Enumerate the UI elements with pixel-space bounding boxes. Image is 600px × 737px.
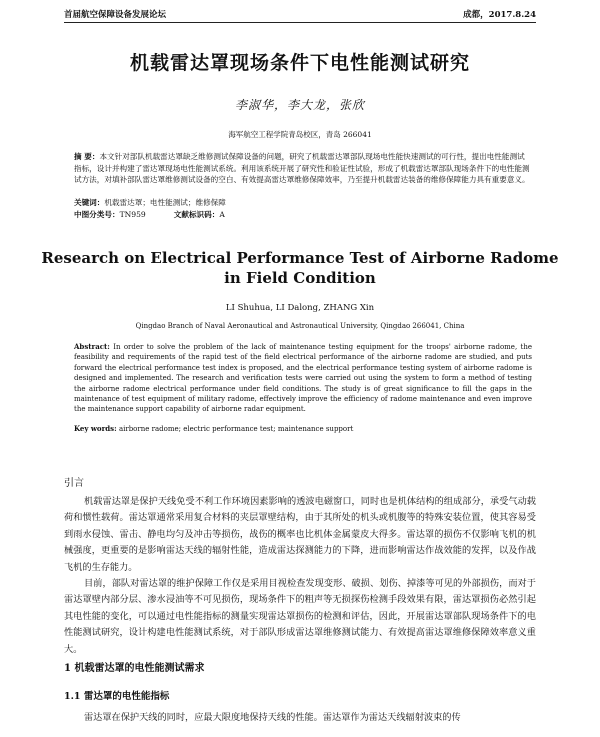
english-keywords-label: Key words: xyxy=(74,424,117,433)
chinese-keywords xyxy=(74,197,532,209)
body-paragraph xyxy=(64,494,536,576)
header-conference: 首届航空保障设备发展论坛 xyxy=(64,10,167,20)
running-header xyxy=(64,6,536,23)
english-affiliation: Qingdao Branch of Naval Aeronautical and Astronautical University, Qingdao 266041, China xyxy=(135,322,465,330)
chinese-title: 机载雷达罩现场条件下电性能测试研究 xyxy=(129,52,470,74)
english-title-line2: in Field Condition xyxy=(224,269,376,287)
english-title xyxy=(0,248,600,288)
chinese-abstract-text: 本文针对部队机载雷达罩缺乏维修测试保障设备的问题，研究了机载雷达罩部队现场电性能快速测试的可行性，提出电性能测试指标，设计并构建了雷达罩现场电性能测试系统。利用该系统开展了研究性和验证性试验，形成了机载雷达罩部队现场条件下的电性能测试方法，对填补部队雷达罩维修测试设备的空白、有效提高雷达罩维修保障效率，乃至提升机载雷达装备的维修保障能力具有重要意义。 xyxy=(74,152,530,184)
english-abstract-text: In order to solve the problem of the lack of maintenance testing equipment for the troops' airborne radome, the feasibility and requirements of the rapid test of the field electrical performance of the airborne radome are studied, and puts forward the electrical performance test index is proposed, and the electrical performance testing system of airborne radome is designed and implemented. The research and verification tests were carried out using the system to form a method of testing the airborne radome electrical performance under field conditions. The study is of great significance to fill the gaps in the maintenance of test equipment of military radome, effectively improve the efficiency of radome maintenance and even improve the maintenance support capability of airborne radar equipment. xyxy=(74,343,532,414)
body-paragraph-text: 目前，部队对雷达罩的维护保障工作仅是采用目视检查发现变形、破损、划伤、掉漆等可见的外部损伤，而对于雷达罩壁内部分层、渗水浸油等不可见损伤，现场条件下的粗声等无损探伤检测手段效果有限，雷达罩损伤必然引起其电性能的变化，可以通过电性能指标的测量实现雷达罩损伤的检测和评估，因此，开展雷达罩部队现场条件下的电性能测试研究，设计构建电性能测试系统，对于部队形成雷达罩维修测试能力、有效提高雷达罩维修保障效率意义重大。 xyxy=(64,578,536,655)
chinese-keywords-text: 机载雷达罩；电性能测试；维修保障 xyxy=(104,198,226,207)
english-keywords-text: airborne radome; electric performance test; maintenance support xyxy=(118,425,354,433)
english-abstract-label: Abstract: xyxy=(74,342,110,351)
document-code-label: 文献标识码： xyxy=(173,210,220,219)
english-keywords xyxy=(74,424,532,433)
chinese-abstract-label: 摘 要： xyxy=(74,152,100,161)
english-authors: LI Shuhua, LI Dalong, ZHANG Xin xyxy=(225,303,375,313)
section-1-1-heading: 1.1 雷达罩的电性能指标 xyxy=(64,691,170,702)
chinese-abstract xyxy=(74,151,532,186)
section-1-heading: 1 机载雷达罩的电性能测试需求 xyxy=(64,663,205,674)
body-paragraph-text: 雷达罩在保护天线的同时，应最大限度地保持天线的性能。雷达罩作为雷达天线辐射波束的传 xyxy=(84,712,461,723)
classification-label: 中图分类号： xyxy=(74,210,120,219)
classification-value: TN959 xyxy=(119,210,146,219)
introduction-heading: 引言 xyxy=(64,478,84,489)
classification-line xyxy=(74,209,532,221)
english-abstract xyxy=(74,342,532,415)
body-paragraph-text: 机载雷达罩是保护天线免受不利工作环境因素影响的透波电磁窗口，同时也是机体结构的组成部分，承受气动载荷和惯性载荷。雷达罩通常采用复合材料的夹层罩壁结构，由于其所处的机头或机腹等的特殊安装位置，使其容易受到雨水侵蚀、雷击、静电均匀及冲击等损伤，战伤的概率也比机体金属蒙皮大得多。雷达罩的损伤不仅影响飞机的机械强度，更重要的是影响雷达天线的辐射性能，造成雷达探测能力的下降，进而影响雷达作战效能的发挥，以及作战飞机的生存能力。 xyxy=(64,496,536,573)
body-paragraph xyxy=(64,710,536,726)
document-code-value: A xyxy=(219,210,225,219)
english-title-line1: Research on Electrical Performance Test of Airborne Radome xyxy=(41,249,559,267)
chinese-affiliation: 海军航空工程学院青岛校区，青岛 266041 xyxy=(228,130,372,139)
chinese-authors: 李淑华，李大龙，张欣 xyxy=(234,98,365,112)
chinese-keywords-label: 关键词： xyxy=(74,198,105,207)
header-place-date: 成都，2017.8.24 xyxy=(463,10,536,20)
body-paragraph xyxy=(64,576,536,658)
